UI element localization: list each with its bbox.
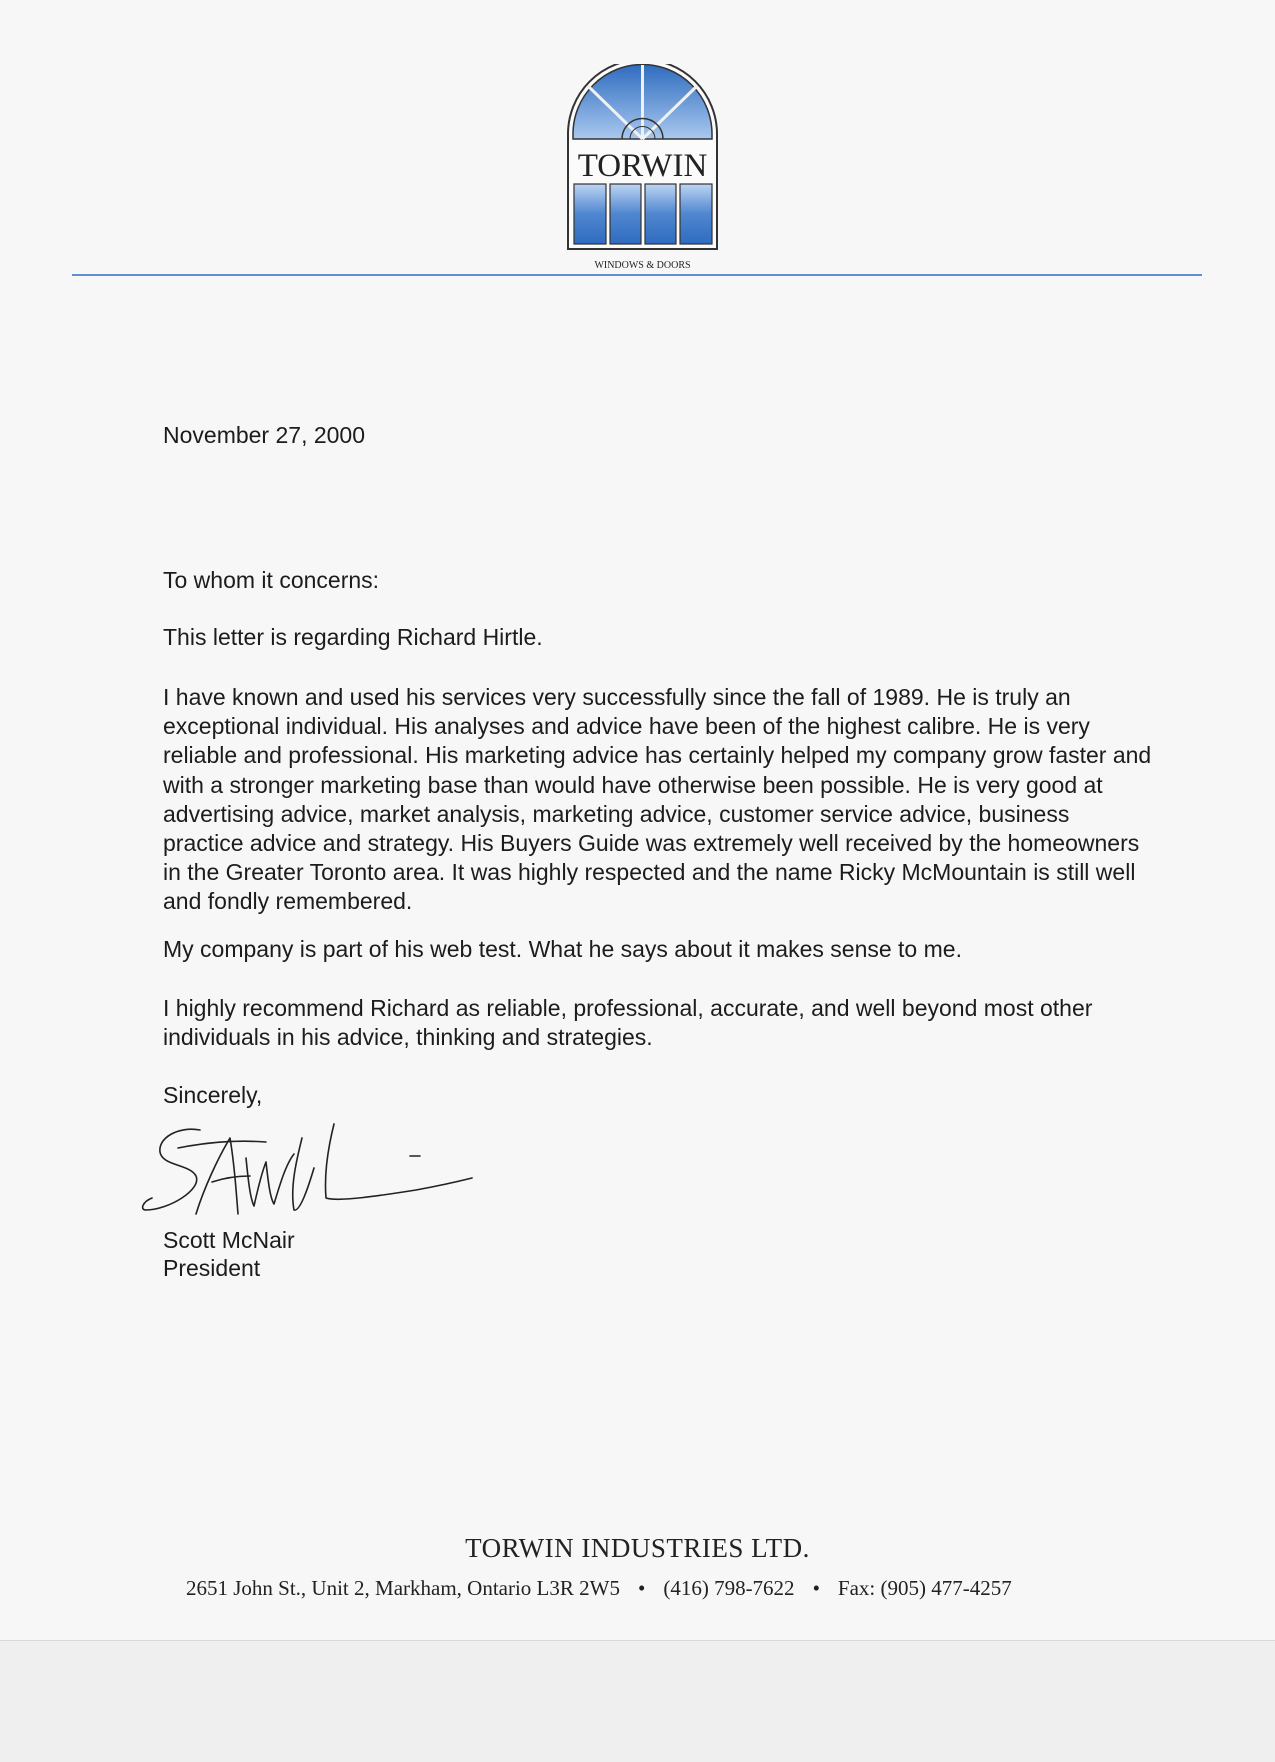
footer-phone: (416) 798-7622 bbox=[663, 1576, 795, 1600]
scan-background bbox=[0, 1641, 1275, 1762]
footer-separator: • bbox=[637, 1576, 646, 1600]
footer-address: 2651 John St., Unit 2, Markham, Ontario L3R 2W5 bbox=[186, 1576, 620, 1600]
footer-contact-line bbox=[186, 1576, 1012, 1601]
signer-name: Scott McNair bbox=[163, 1227, 295, 1253]
letter-paragraph-3: My company is part of his web test. What he says about it makes sense to me. bbox=[163, 936, 962, 962]
letter-salutation: To whom it concerns: bbox=[163, 567, 380, 593]
letter-paragraph-1: This letter is regarding Richard Hirtle. bbox=[163, 624, 543, 650]
footer-separator: • bbox=[812, 1576, 820, 1600]
letter-date: November 27, 2000 bbox=[163, 422, 366, 448]
handwritten-signature bbox=[138, 1118, 478, 1230]
arched-window-logo-icon bbox=[560, 64, 725, 274]
footer-fax: Fax: (905) 477-4257 bbox=[837, 1576, 1012, 1600]
torwin-logo bbox=[560, 64, 725, 274]
letter-paragraph-2: I have known and used his services very successfully since the fall of 1989. He is truly an exceptional individual. His analyses and advice have been of the highest calibre. He is very reliable and professional. His marketing advice has certainly helped my company grow faster and with a stronger marketing base than would have otherwise been possible. He is very good at advertising advice, market analysis, marketing advice, customer service advice, business practice advice and strategy. His Buyers Guide was extremely well received by the homeowners in the Greater Toronto area. It was highly respected and the name Ricky McMountain is still well and fondly remembered. bbox=[163, 684, 1152, 915]
signature-icon bbox=[138, 1118, 478, 1230]
logo-brand-text: TORWIN bbox=[577, 148, 708, 184]
header-divider bbox=[72, 274, 1202, 276]
letter-paragraph-4: I highly recommend Richard as reliable, professional, accurate, and well beyond most other individuals in his advice, thinking and strategies. bbox=[163, 995, 1093, 1051]
footer-company-name: TORWIN INDUSTRIES LTD. bbox=[465, 1533, 810, 1563]
signer-title: President bbox=[163, 1255, 261, 1281]
logo-tagline-text: WINDOWS & DOORS bbox=[594, 260, 691, 271]
letter-closing: Sincerely, bbox=[163, 1082, 263, 1108]
